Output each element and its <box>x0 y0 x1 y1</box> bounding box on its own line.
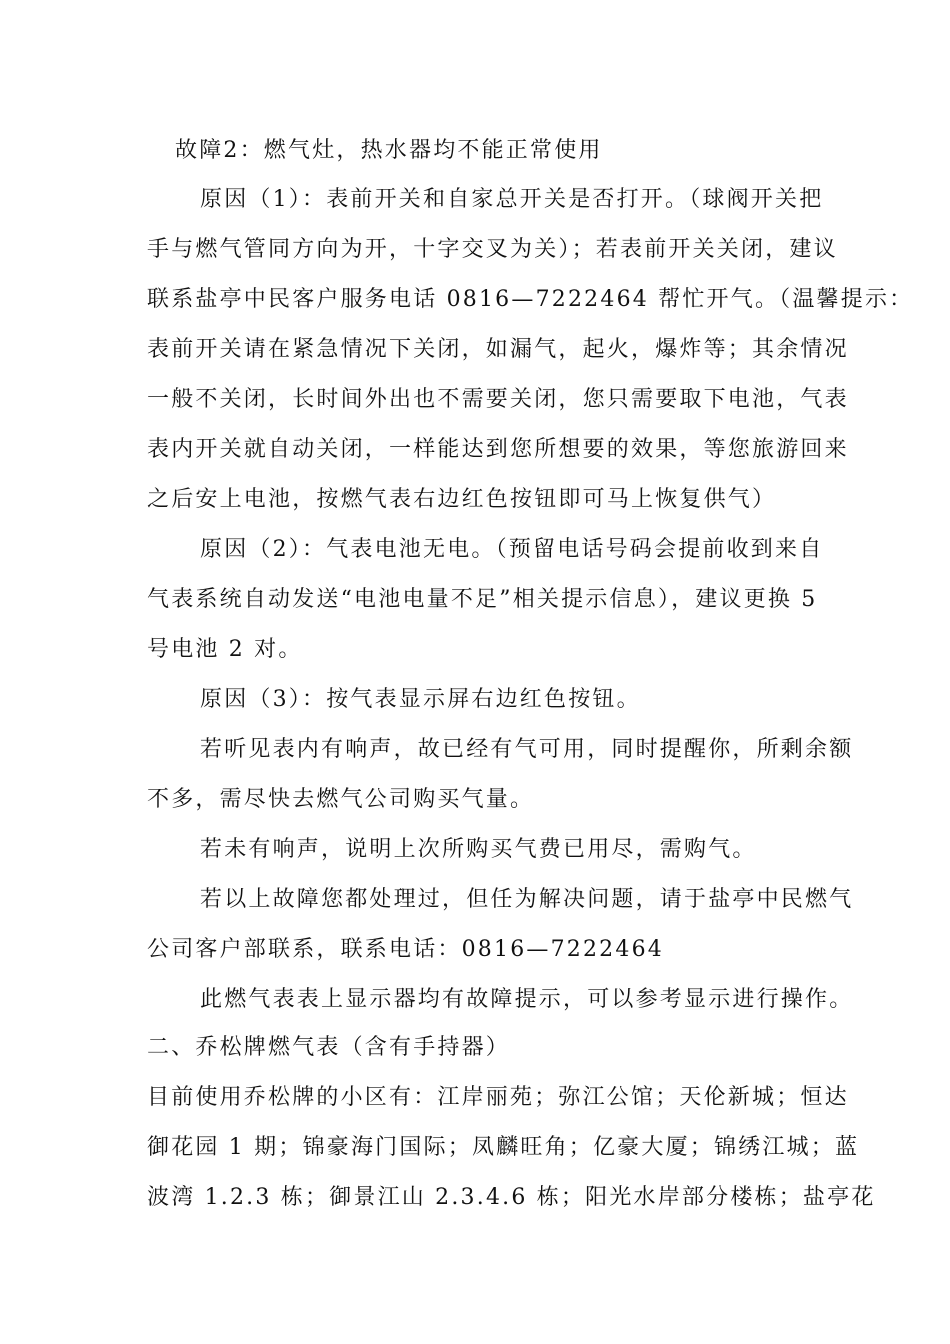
paragraph-line: 御花园 1 期；锦豪海门国际；凤麟旺角；亿豪大厦；锦绣江城；蓝 <box>147 1135 860 1160</box>
paragraph-line: 表内开关就自动关闭，一样能达到您所想要的效果，等您旅游回来 <box>147 437 849 462</box>
paragraph-line: 原因（2）：气表电池无电。（预留电话号码会提前收到来自 <box>200 537 824 562</box>
paragraph-line: 波湾 1.2.3 栋；御景江山 2.3.4.6 栋；阳光水岸部分楼栋；盐亭花 <box>147 1185 876 1210</box>
paragraph-line: 号电池 2 对。 <box>147 637 303 662</box>
paragraph-line: 一般不关闭，长时间外出也不需要关闭，您只需要取下电池，气表 <box>147 387 849 412</box>
paragraph-line: 气表系统自动发送“电池电量不足”相关提示信息），建议更换 5 <box>147 587 818 612</box>
paragraph-line: 原因（1）：表前开关和自家总开关是否打开。（球阀开关把 <box>200 187 824 212</box>
paragraph-line: 若未有响声，说明上次所购买气费已用尽，需购气。 <box>200 837 757 862</box>
paragraph-line: 手与燃气管同方向为开，十字交叉为关）；若表前开关关闭，建议 <box>147 237 838 262</box>
paragraph-line: 若以上故障您都处理过，但任为解决问题，请于盐亭中民燃气 <box>200 887 854 912</box>
paragraph-line: 之后安上电池，按燃气表右边红色按钮即可马上恢复供气） <box>147 487 777 512</box>
paragraph-line: 不多，需尽快去燃气公司购买气量。 <box>147 787 535 812</box>
paragraph-line: 目前使用乔松牌的小区有：江岸丽苑；弥江公馆；天伦新城；恒达 <box>147 1085 849 1110</box>
paragraph-line: 此燃气表表上显示器均有故障提示，可以参考显示进行操作。 <box>200 987 854 1012</box>
paragraph-line: 原因（3）：按气表显示屏右边红色按钮。 <box>200 687 641 712</box>
paragraph-line: 表前开关请在紧急情况下关闭，如漏气，起火，爆炸等；其余情况 <box>147 337 849 362</box>
paragraph-line: 联系盐亭中民客户服务电话 0816—7222464 帮忙开气。（温馨提示： <box>147 287 914 312</box>
paragraph-line: 公司客户部联系，联系电话：0816—7222464 <box>147 937 664 962</box>
paragraph-line: 若听见表内有响声，故已经有气可用，同时提醒你，所剩余额 <box>200 737 854 762</box>
fault-2-heading: 故障2：燃气灶，热水器均不能正常使用 <box>175 138 603 163</box>
section-heading: 二、乔松牌燃气表（含有手持器） <box>147 1035 511 1060</box>
